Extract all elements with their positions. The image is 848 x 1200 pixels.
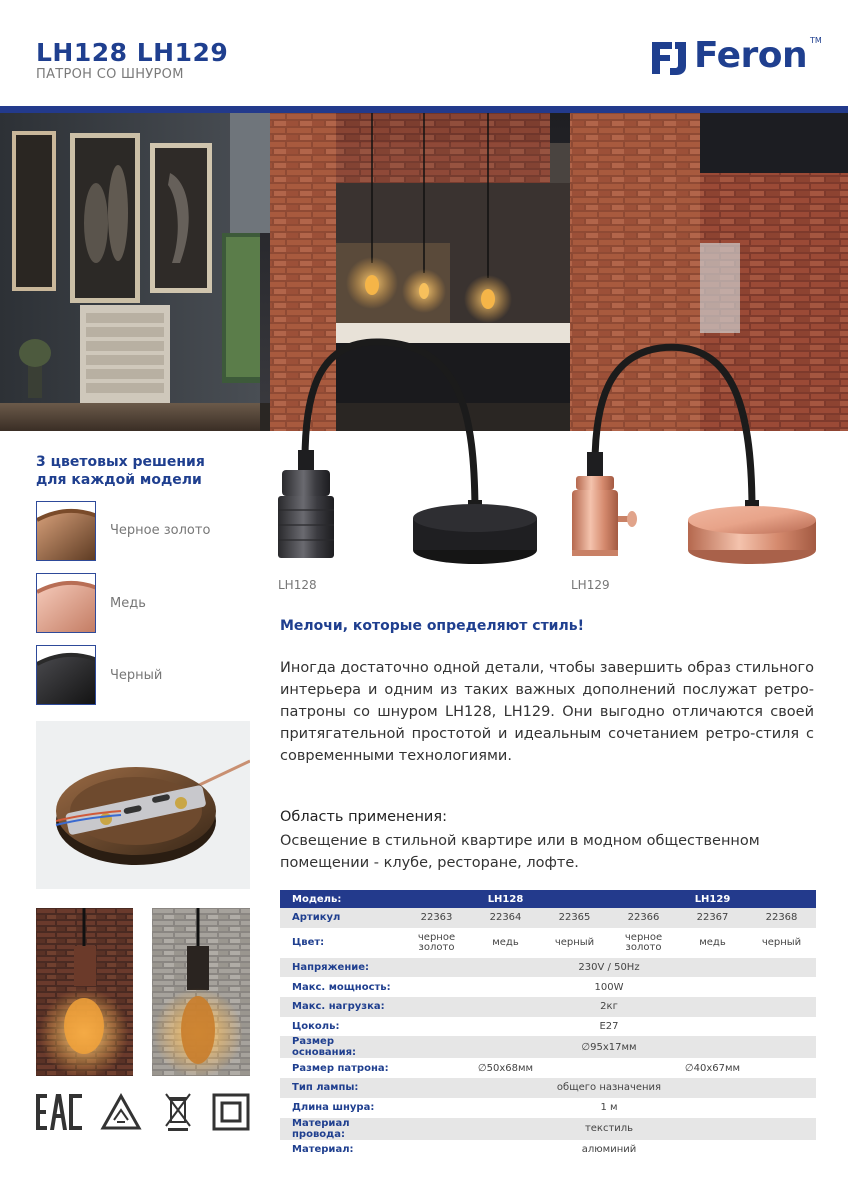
socket-label: Размер патрона: — [280, 1058, 402, 1078]
color-options-title-line1: 3 цветовых решения — [36, 454, 205, 470]
spec-value: E27 — [402, 1017, 816, 1037]
table-row — [280, 1140, 816, 1160]
table-row — [280, 1078, 816, 1098]
spec-label: Размер основания: — [280, 1036, 402, 1058]
table-row — [280, 958, 816, 978]
description-paragraph: Иногда достаточно одной детали, чтобы завершить образ стильного интерьера и одним из таких важных дополнений послужат ретро-патроны со шнуром LH128, LH129. Они выгодно отличаются своей притягательной простотой и идеальным сочетанием ретро-стиля с современными технологиями. — [280, 660, 815, 764]
table-row — [280, 908, 816, 928]
crossed-bin-icon — [165, 1092, 191, 1132]
color-cell: медь — [678, 928, 747, 958]
swatch-label-copper: Медь — [110, 596, 146, 611]
page-subtitle: ПАТРОН СО ШНУРОМ — [36, 67, 184, 82]
double-insulation-icon — [212, 1092, 250, 1132]
brand-name: Feron — [694, 35, 808, 76]
socket-lh129: ∅40x67мм — [609, 1058, 816, 1078]
color-cell: черное золото — [402, 928, 471, 958]
swatch-label-black: Черный — [110, 668, 163, 683]
table-row — [280, 977, 816, 997]
specifications-table — [280, 890, 816, 1159]
spec-value: 2кг — [402, 997, 816, 1017]
spec-label: Макс. нагрузка: — [280, 997, 402, 1017]
table-row — [280, 1036, 816, 1058]
table-row — [280, 1017, 816, 1037]
page-title: LH128 LH129 — [36, 38, 229, 67]
application-text: Освещение в стильной квартире или в модном общественном помещении - клубе, ресторане, лофте. — [280, 833, 760, 871]
table-row — [280, 928, 816, 958]
spec-value: 100W — [402, 977, 816, 997]
section-heading: Мелочи, которые определяют стиль! — [280, 618, 584, 634]
article-cell: 22367 — [678, 908, 747, 928]
table-row — [280, 1098, 816, 1118]
model-lh129: LH129 — [609, 890, 816, 908]
article-cell: 22366 — [609, 908, 678, 928]
application-title: Область применения: — [280, 809, 447, 825]
spec-label: Макс. мощность: — [280, 977, 402, 997]
model-label: Модель: — [280, 890, 402, 908]
spec-value: алюминий — [402, 1140, 816, 1160]
article-cell: 22363 — [402, 908, 471, 928]
product-label-lh129: LH129 — [571, 578, 610, 592]
color-cell: черное золото — [609, 928, 678, 958]
color-options-title-line2: для каждой модели — [36, 472, 202, 488]
table-row — [280, 1118, 816, 1140]
table-row — [280, 997, 816, 1017]
swatch-label-black-gold: Черное золото — [110, 523, 211, 538]
article-cell: 22364 — [471, 908, 540, 928]
canopy-detail-photo — [36, 721, 250, 889]
copper-base-swatch — [36, 573, 96, 633]
copper-lamp-photo — [36, 908, 133, 1076]
feron-logo-icon — [650, 40, 688, 76]
article-cell: 22365 — [540, 908, 609, 928]
model-lh128: LH128 — [402, 890, 609, 908]
spec-value: ∅95x17мм — [402, 1036, 816, 1058]
black-gold-base-swatch — [36, 501, 96, 561]
spec-label: Материал: — [280, 1140, 402, 1160]
color-options-title — [36, 453, 205, 489]
trademark-mark: TM — [810, 36, 822, 45]
table-row — [280, 890, 816, 908]
spec-label: Напряжение: — [280, 958, 402, 978]
spec-value: общего назначения — [402, 1078, 816, 1098]
spec-value: текстиль — [402, 1118, 816, 1140]
article-label: Артикул — [280, 908, 402, 928]
socket-lh128: ∅50x68мм — [402, 1058, 609, 1078]
spec-value: 1 м — [402, 1098, 816, 1118]
black-lamp-photo — [152, 908, 250, 1076]
color-cell: медь — [471, 928, 540, 958]
article-cell: 22368 — [747, 908, 816, 928]
brand-logo — [650, 36, 822, 80]
eac-mark-icon — [36, 1092, 82, 1132]
product-label-lh128: LH128 — [278, 578, 317, 592]
color-cell: черный — [747, 928, 816, 958]
table-row — [280, 1058, 816, 1078]
color-cell: черный — [540, 928, 609, 958]
spec-value: 230V / 50Hz — [402, 958, 816, 978]
header-divider — [0, 106, 848, 113]
spec-label: Цоколь: — [280, 1017, 402, 1037]
spec-label: Тип лампы: — [280, 1078, 402, 1098]
spec-label: Длина шнура: — [280, 1098, 402, 1118]
spec-label: Материал провода: — [280, 1118, 402, 1140]
color-label: Цвет: — [280, 928, 402, 958]
black-base-swatch — [36, 645, 96, 705]
warning-triangle-icon — [100, 1092, 142, 1132]
product-illustration — [260, 330, 848, 600]
